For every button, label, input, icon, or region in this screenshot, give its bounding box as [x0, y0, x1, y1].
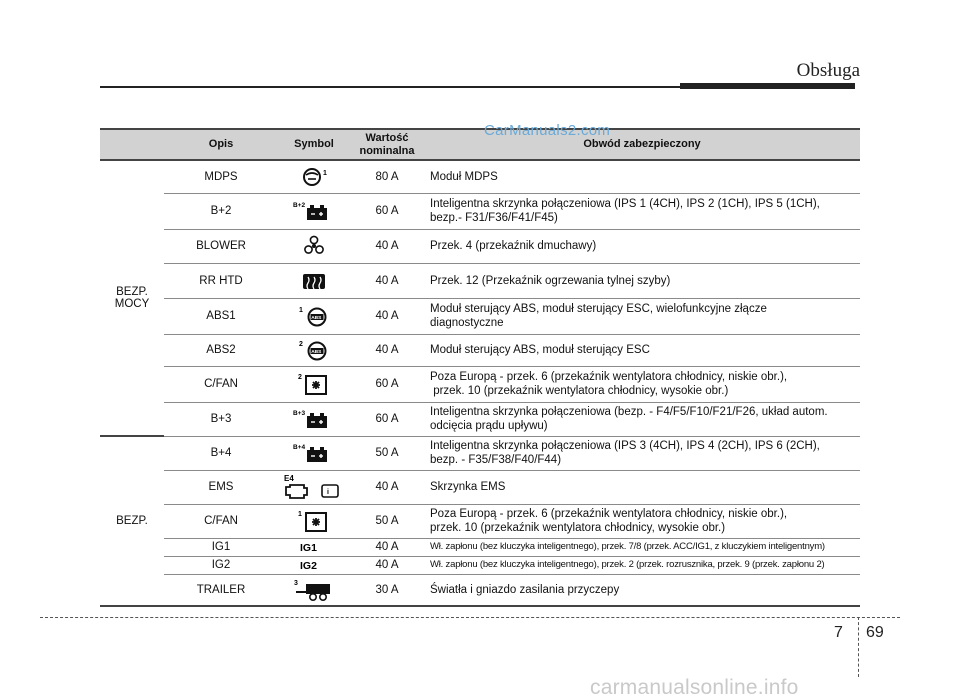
protected-circuit — [424, 556, 860, 574]
fuse-name: C/FAN — [164, 504, 278, 538]
fuse-rating: 40 A — [350, 263, 424, 298]
fuse-rating: 30 A — [350, 574, 424, 606]
svg-text:1: 1 — [323, 169, 327, 177]
column-header-symbol: Symbol — [278, 129, 350, 160]
circuit-line: Przek. 12 (Przekaźnik ogrzewania tylnej szyby) — [430, 274, 671, 287]
table-row — [100, 193, 860, 229]
fuse-table — [100, 128, 860, 607]
header-bar — [680, 83, 855, 89]
fuse-name: B+4 — [164, 436, 278, 470]
circuit-line: przek. 10 (przekaźnik wentylatora chłodnicy, wysokie obr.) — [430, 522, 726, 534]
fuse-name: IG1 — [164, 538, 278, 556]
circuit-line: Poza Europą - przek. 6 (przekaźnik wentylatora chłodnicy, niskie obr.), — [430, 508, 788, 520]
circuit-line: Inteligentna skrzynka połączeniowa (bezp. - F4/F5/F10/F21/F26, układ autom. — [430, 406, 828, 418]
protected-circuit — [424, 160, 860, 193]
table-row — [100, 366, 860, 402]
fuse-rating: 40 A — [350, 538, 424, 556]
table-row — [100, 470, 860, 504]
circuit-line: Inteligentna skrzynka połączeniowa (IPS 1 (4CH), IPS 2 (1CH), IPS 5 (1CH), — [430, 198, 820, 210]
fuse-name: C/FAN — [164, 366, 278, 402]
svg-text:2: 2 — [298, 374, 302, 381]
chapter-number: 7 — [834, 624, 843, 641]
battery-icon — [278, 436, 350, 470]
svg-text:ABS: ABS — [311, 350, 322, 355]
rear-defrost-icon — [278, 263, 350, 298]
table-row — [100, 229, 860, 263]
protected-circuit — [424, 334, 860, 366]
table-row — [100, 263, 860, 298]
svg-text:B+2: B+2 — [293, 202, 306, 209]
fuse-rating: 60 A — [350, 193, 424, 229]
circuit-line: Wł. zapłonu (bez kluczyka inteligentnego), przek. 7/8 (przek. ACC/IG1, z kluczykiem inteligentnym) — [430, 541, 825, 552]
fuse-rating: 60 A — [350, 366, 424, 402]
svg-text:IG2: IG2 — [300, 560, 317, 572]
circuit-line: Inteligentna skrzynka połączeniowa (IPS 3 (4CH), IPS 4 (2CH), IPS 6 (2CH), — [430, 440, 820, 452]
svg-text:B+3: B+3 — [293, 410, 306, 417]
svg-text:1: 1 — [298, 511, 302, 518]
watermark-bottom: carmanualsonline.info — [590, 676, 799, 699]
table-row — [100, 504, 860, 538]
ig-text-icon — [278, 556, 350, 574]
cooling-fan-icon — [278, 504, 350, 538]
table-row — [100, 334, 860, 366]
column-header-circuit: Obwód zabezpieczony — [424, 129, 860, 160]
protected-circuit — [424, 538, 860, 556]
footer-divider — [858, 617, 859, 677]
svg-text:B+4: B+4 — [293, 444, 306, 451]
abs-icon — [278, 334, 350, 366]
abs-icon — [278, 298, 350, 334]
fuse-name: MDPS — [164, 160, 278, 193]
svg-text:1: 1 — [299, 307, 303, 314]
circuit-line: bezp.- F31/F36/F41/F45) — [430, 212, 558, 224]
fuse-name: ABS2 — [164, 334, 278, 366]
section-title: Obsługa — [796, 60, 860, 81]
fuse-rating: 50 A — [350, 436, 424, 470]
protected-circuit — [424, 193, 860, 229]
protected-circuit — [424, 298, 860, 334]
protected-circuit — [424, 402, 860, 436]
fuse-name: ABS1 — [164, 298, 278, 334]
steering-column-icon — [278, 160, 350, 193]
circuit-line: przek. 10 (przekaźnik wentylatora chłodnicy, wysokie obr.) — [430, 385, 729, 397]
column-header-rating: Wartość nominalna — [350, 129, 424, 160]
svg-text:IG1: IG1 — [300, 542, 317, 554]
protected-circuit — [424, 229, 860, 263]
battery-icon — [278, 402, 350, 436]
fuse-rating: 80 A — [350, 160, 424, 193]
circuit-line: Moduł MDPS — [430, 170, 498, 183]
fan-icon — [278, 229, 350, 263]
fuse-rating: 40 A — [350, 556, 424, 574]
footer-rule — [40, 617, 900, 618]
battery-icon — [278, 193, 350, 229]
svg-text:3: 3 — [294, 579, 298, 587]
circuit-line: odcięcia prądu upływu) — [430, 420, 548, 432]
circuit-line: Moduł sterujący ABS, moduł sterujący ESC, wielofunkcyjne złącze — [430, 303, 767, 315]
trailer-icon — [278, 574, 350, 606]
circuit-line: Skrzynka EMS — [430, 481, 506, 493]
circuit-line: Moduł sterujący ABS, moduł sterujący ESC — [430, 344, 650, 356]
svg-text:2: 2 — [299, 341, 303, 348]
fuse-name: B+2 — [164, 193, 278, 229]
svg-text:E4: E4 — [284, 474, 294, 483]
protected-circuit — [424, 470, 860, 504]
protected-circuit — [424, 504, 860, 538]
table-header-row — [100, 129, 860, 160]
protected-circuit — [424, 574, 860, 606]
group-column-header — [100, 129, 164, 160]
group-label: BEZP. MOCY — [100, 160, 164, 436]
svg-text:i: i — [327, 489, 329, 496]
fuse-name: BLOWER — [164, 229, 278, 263]
circuit-line: Światła i gniazdo zasilania przyczepy — [430, 583, 620, 596]
circuit-line: diagnostyczne — [430, 317, 504, 329]
ig-text-icon — [278, 538, 350, 556]
engine-ecu-icon — [278, 470, 350, 504]
fuse-rating: 60 A — [350, 402, 424, 436]
table-row — [100, 538, 860, 556]
column-header-opis: Opis — [164, 129, 278, 160]
fuse-name: EMS — [164, 470, 278, 504]
fuse-name: IG2 — [164, 556, 278, 574]
table-row — [100, 402, 860, 436]
watermark-top: CarManuals2.com — [484, 122, 611, 139]
circuit-line: Poza Europą - przek. 6 (przekaźnik wentylatora chłodnicy, niskie obr.), — [430, 371, 788, 383]
circuit-line: bezp. - F35/F38/F40/F44) — [430, 454, 562, 466]
circuit-line: Przek. 4 (przekaźnik dmuchawy) — [430, 240, 597, 252]
protected-circuit — [424, 263, 860, 298]
fuse-name: RR HTD — [164, 263, 278, 298]
fuse-rating: 40 A — [350, 334, 424, 366]
circuit-line: Wł. zapłonu (bez kluczyka inteligentnego), przek. 2 (przek. rozrusznika, przek. 9 (przek. zapłonu 2) — [430, 559, 825, 570]
cooling-fan-icon — [278, 366, 350, 402]
fuse-rating: 40 A — [350, 229, 424, 263]
svg-text:ABS: ABS — [311, 316, 322, 321]
table-row — [100, 574, 860, 606]
table-row — [100, 160, 860, 193]
fuse-rating: 50 A — [350, 504, 424, 538]
table-row — [100, 556, 860, 574]
fuse-name: TRAILER — [164, 574, 278, 606]
table-row — [100, 298, 860, 334]
protected-circuit — [424, 436, 860, 470]
page-number: 69 — [866, 624, 884, 641]
table-row — [100, 436, 860, 470]
fuse-rating: 40 A — [350, 298, 424, 334]
group-label: BEZP. — [100, 436, 164, 606]
fuse-rating: 40 A — [350, 470, 424, 504]
fuse-name: B+3 — [164, 402, 278, 436]
protected-circuit — [424, 366, 860, 402]
